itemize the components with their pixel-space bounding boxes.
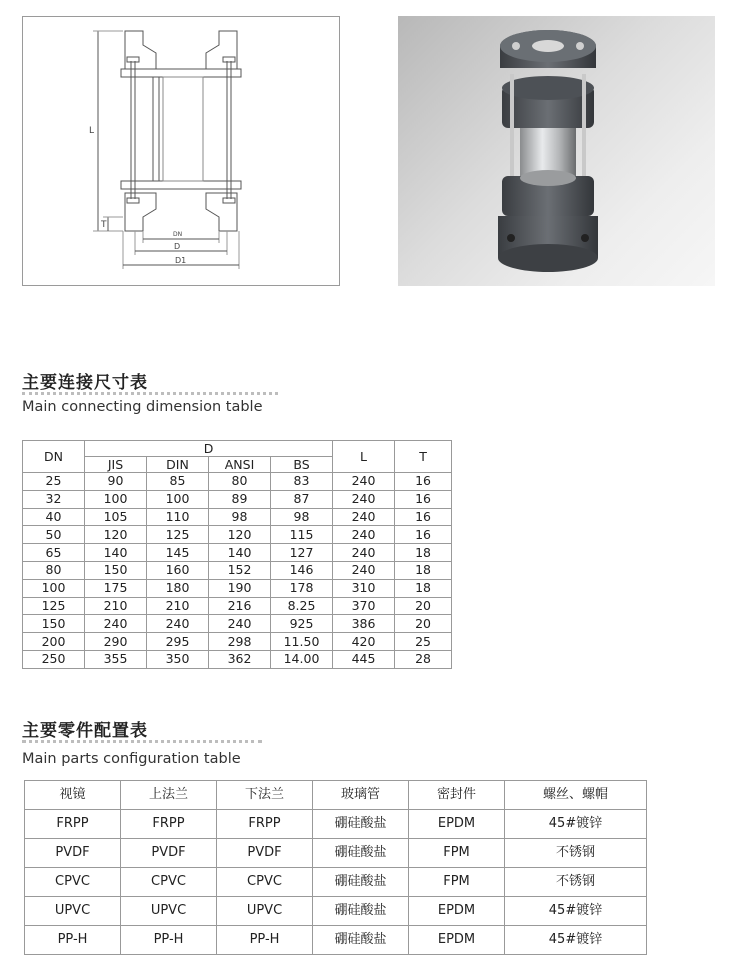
table-cell: 216 (209, 597, 271, 615)
table-row (25, 868, 647, 897)
table-cell: 240 (333, 544, 395, 562)
table-cell: FPM (409, 839, 505, 868)
table-cell: EPDM (409, 810, 505, 839)
drawing-label-l: L (89, 126, 95, 136)
table-cell: 80 (23, 561, 85, 579)
table-cell: 295 (147, 633, 209, 651)
table-cell: 125 (23, 597, 85, 615)
table-cell: 127 (271, 544, 333, 562)
table-cell: 298 (209, 633, 271, 651)
table-cell: FRPP (121, 810, 217, 839)
parts-table (24, 780, 647, 955)
table-cell: 不锈钢 (505, 868, 647, 897)
table-cell: 115 (271, 526, 333, 544)
table-cell: 32 (23, 490, 85, 508)
table-cell: 150 (85, 561, 147, 579)
table-cell: 硼硅酸盐 (313, 897, 409, 926)
title-divider (22, 392, 278, 395)
drawing-label-d: D (174, 242, 181, 251)
table-cell: 200 (23, 633, 85, 651)
table-cell: 14.00 (271, 650, 333, 668)
column-header: 螺丝、螺帽 (505, 781, 647, 810)
table-cell: 28 (395, 650, 452, 668)
table-cell: 175 (85, 579, 147, 597)
table-row (23, 473, 452, 491)
table-row (23, 508, 452, 526)
table-cell: 210 (85, 597, 147, 615)
table-cell: 290 (85, 633, 147, 651)
table-row (25, 839, 647, 868)
table-row (23, 615, 452, 633)
table-cell: PVDF (121, 839, 217, 868)
drawing-label-dn: DN (173, 231, 183, 238)
header-l: L (333, 441, 395, 473)
drawing-label-t: T (101, 220, 107, 230)
table-cell: 362 (209, 650, 271, 668)
table-cell: 98 (271, 508, 333, 526)
table-cell: PVDF (217, 839, 313, 868)
table-cell: 18 (395, 544, 452, 562)
table-cell: 45#镀锌 (505, 897, 647, 926)
header-t: T (395, 441, 452, 473)
column-header: 密封件 (409, 781, 505, 810)
table-cell: 25 (395, 633, 452, 651)
table-cell: 445 (333, 650, 395, 668)
table-cell: 370 (333, 597, 395, 615)
table-cell: 140 (85, 544, 147, 562)
header-dn: DN (23, 441, 85, 473)
table-cell: 146 (271, 561, 333, 579)
table-cell: 120 (85, 526, 147, 544)
dimension-title-en: Main connecting dimension table (22, 399, 263, 415)
table-row (23, 650, 452, 668)
table-cell: UPVC (217, 897, 313, 926)
table-row (23, 579, 452, 597)
table-cell: 240 (147, 615, 209, 633)
table-cell: 18 (395, 579, 452, 597)
table-cell: 硼硅酸盐 (313, 839, 409, 868)
table-cell: 硼硅酸盐 (313, 810, 409, 839)
column-header: 下法兰 (217, 781, 313, 810)
header-jis: JIS (85, 457, 147, 473)
table-cell: 140 (209, 544, 271, 562)
table-cell: 250 (23, 650, 85, 668)
table-cell: 8.25 (271, 597, 333, 615)
technical-drawing (22, 16, 340, 286)
table-row (25, 897, 647, 926)
table-cell: 145 (147, 544, 209, 562)
table-cell: PVDF (25, 839, 121, 868)
product-photo (398, 16, 715, 286)
table-cell: 45#镀锌 (505, 810, 647, 839)
table-cell: 386 (333, 615, 395, 633)
table-row (23, 561, 452, 579)
table-cell: 40 (23, 508, 85, 526)
table-cell: 310 (333, 579, 395, 597)
table-row (23, 526, 452, 544)
table-cell: 85 (147, 473, 209, 491)
table-cell: 240 (333, 473, 395, 491)
table-cell: 20 (395, 597, 452, 615)
table-cell: 150 (23, 615, 85, 633)
table-cell: CPVC (217, 868, 313, 897)
table-cell: EPDM (409, 926, 505, 955)
table-cell: 210 (147, 597, 209, 615)
table-cell: 20 (395, 615, 452, 633)
table-row (23, 633, 452, 651)
table-cell: 83 (271, 473, 333, 491)
table-cell: 178 (271, 579, 333, 597)
table-cell: CPVC (121, 868, 217, 897)
table-cell: 350 (147, 650, 209, 668)
table-cell: 190 (209, 579, 271, 597)
dimension-title-cn: 主要连接尺寸表 (22, 373, 148, 393)
table-cell: FPM (409, 868, 505, 897)
table-cell: 硼硅酸盐 (313, 926, 409, 955)
table-cell: 240 (85, 615, 147, 633)
table-row (23, 544, 452, 562)
table-cell: 120 (209, 526, 271, 544)
table-cell: 18 (395, 561, 452, 579)
table-cell: 152 (209, 561, 271, 579)
table-row (25, 926, 647, 955)
table-cell: 240 (333, 490, 395, 508)
table-cell: 180 (147, 579, 209, 597)
sight-glass-photo (398, 16, 715, 286)
header-din: DIN (147, 457, 209, 473)
table-cell: 不锈钢 (505, 839, 647, 868)
table-cell: FRPP (217, 810, 313, 839)
table-cell: 80 (209, 473, 271, 491)
header-d: D (85, 441, 333, 457)
table-cell: 98 (209, 508, 271, 526)
table-cell: 420 (333, 633, 395, 651)
table-cell: 100 (85, 490, 147, 508)
table-row (23, 490, 452, 508)
table-cell: 25 (23, 473, 85, 491)
table-cell: UPVC (121, 897, 217, 926)
table-cell: 90 (85, 473, 147, 491)
table-cell: 100 (147, 490, 209, 508)
table-cell: 87 (271, 490, 333, 508)
table-cell: 16 (395, 508, 452, 526)
table-cell: PP-H (25, 926, 121, 955)
table-cell: 50 (23, 526, 85, 544)
table-cell: 240 (333, 561, 395, 579)
header-ansi: ANSI (209, 457, 271, 473)
column-header: 上法兰 (121, 781, 217, 810)
table-cell: 硼硅酸盐 (313, 868, 409, 897)
table-cell: 240 (333, 526, 395, 544)
drawing-label-d1: D1 (175, 256, 187, 265)
table-cell: 240 (333, 508, 395, 526)
table-cell: 125 (147, 526, 209, 544)
column-header: 玻璃管 (313, 781, 409, 810)
parts-title-en: Main parts configuration table (22, 751, 241, 767)
table-cell: 110 (147, 508, 209, 526)
table-cell: PP-H (217, 926, 313, 955)
table-cell: 65 (23, 544, 85, 562)
table-cell: UPVC (25, 897, 121, 926)
table-cell: 240 (209, 615, 271, 633)
table-cell: 100 (23, 579, 85, 597)
column-header: 视镜 (25, 781, 121, 810)
table-cell: 16 (395, 490, 452, 508)
parts-title-cn: 主要零件配置表 (22, 721, 148, 741)
table-cell: 160 (147, 561, 209, 579)
table-cell: PP-H (121, 926, 217, 955)
table-cell: 89 (209, 490, 271, 508)
table-cell: FRPP (25, 810, 121, 839)
table-cell: EPDM (409, 897, 505, 926)
table-cell: CPVC (25, 868, 121, 897)
table-row (25, 810, 647, 839)
table-cell: 16 (395, 526, 452, 544)
table-cell: 11.50 (271, 633, 333, 651)
table-cell: 16 (395, 473, 452, 491)
table-cell: 355 (85, 650, 147, 668)
table-cell: 105 (85, 508, 147, 526)
table-cell: 45#镀锌 (505, 926, 647, 955)
dimension-table (22, 440, 452, 669)
header-bs: BS (271, 457, 333, 473)
table-row (23, 597, 452, 615)
title-divider (22, 740, 262, 743)
sight-glass-drawing (23, 17, 339, 285)
table-cell: 925 (271, 615, 333, 633)
